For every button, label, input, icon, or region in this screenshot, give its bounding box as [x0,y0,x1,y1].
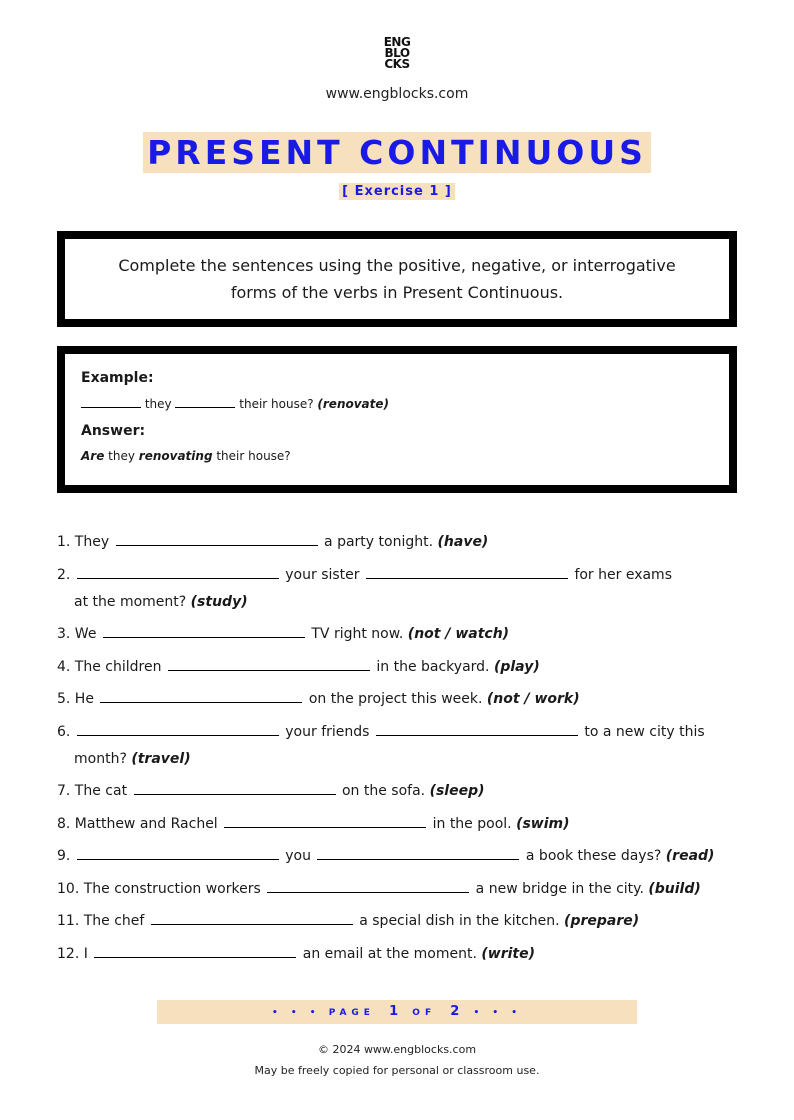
answer-blank[interactable] [224,812,426,828]
answer-blank[interactable] [77,720,279,736]
logo-line-2: BLO [384,46,410,60]
answer-blank[interactable] [267,877,469,893]
instructions-text: Complete the sentences using the positive, negative, or interrogative forms of the verbs in Present Continuous. [118,256,676,302]
question-8: 8. Matthew and Rachel in the pool. (swim) [57,812,747,836]
answer-blank[interactable] [77,844,279,860]
example-sentence: they their house? (renovate) [81,395,729,412]
question-list [57,530,747,974]
answer-blank[interactable] [134,779,336,795]
page-indicator: • • • PAGE 1 OF 2 • • • [157,1000,637,1024]
example-box [57,346,737,493]
current-page: 1 [389,1004,399,1019]
answer-blank[interactable] [317,844,519,860]
answer-label: Answer: [81,423,146,439]
example-blank-2 [175,395,235,408]
instructions-box [57,231,737,327]
exercise-label: [ Exercise 1 ] [339,183,455,200]
worksheet-title: PRESENT CONTINUOUS [143,132,651,173]
answer-blank[interactable] [376,720,578,736]
example-verb: (renovate) [317,397,390,411]
answer-blank[interactable] [100,687,302,703]
example-answer: Are they renovating their house? [81,449,291,463]
question-2: 2. your sister for her exams at the moment? (study) [57,563,747,614]
question-12: 12. I an email at the moment. (write) [57,942,747,966]
question-9: 9. you a book these days? (read) [57,844,747,868]
answer-blank[interactable] [168,655,370,671]
site-url[interactable]: www.engblocks.com [325,86,469,102]
question-7: 7. The cat on the sofa. (sleep) [57,779,747,803]
question-5: 5. He on the project this week. (not / work) [57,687,747,711]
example-blank-1 [81,395,141,408]
answer-blank[interactable] [366,563,568,579]
answer-blank[interactable] [103,622,305,638]
example-label: Example: [81,370,154,386]
logo-line-3: CKS [384,57,410,71]
engblocks-logo [0,37,794,70]
license-text: May be freely copied for personal or classroom use. [254,1064,540,1077]
question-4: 4. The children in the backyard. (play) [57,655,747,679]
total-pages: 2 [450,1004,460,1019]
question-11: 11. The chef a special dish in the kitchen. (prepare) [57,909,747,933]
answer-blank[interactable] [94,942,296,958]
answer-blank[interactable] [151,909,353,925]
question-6: 6. your friends to a new city this month? (travel) [57,720,747,771]
logo-line-1: ENG [383,35,411,49]
answer-blank[interactable] [116,530,318,546]
question-10: 10. The construction workers a new bridge in the city. (build) [57,877,747,901]
answer-blank[interactable] [77,563,279,579]
question-1: 1. They a party tonight. (have) [57,530,747,554]
copyright-text: © 2024 www.engblocks.com [317,1043,477,1056]
question-3: 3. We TV right now. (not / watch) [57,622,747,646]
